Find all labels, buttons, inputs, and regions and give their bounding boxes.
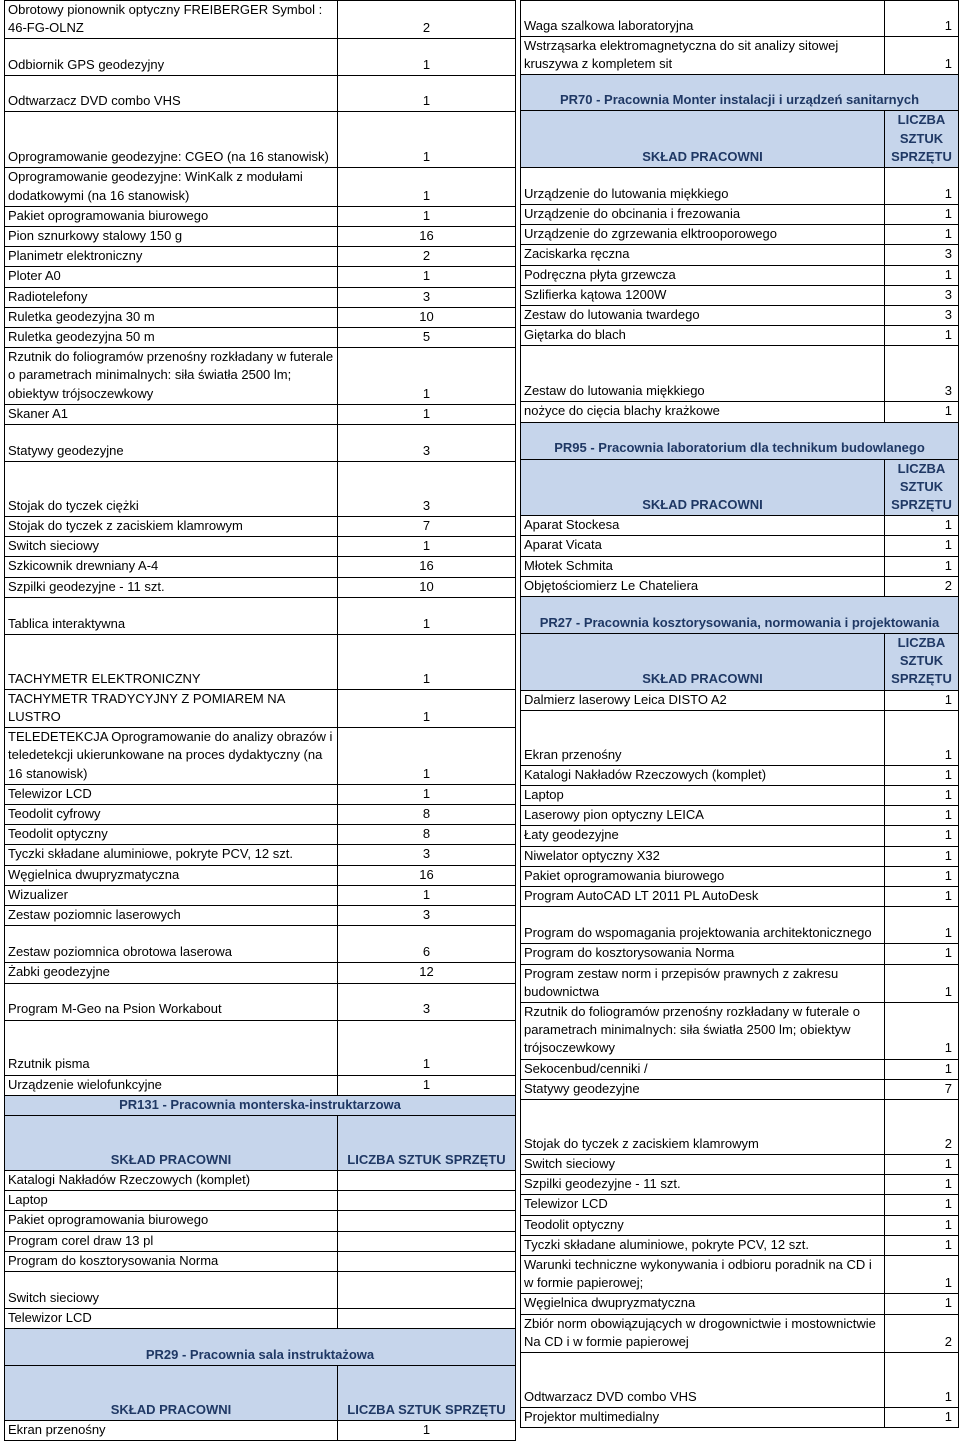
item-name: Program do kosztorysowania Norma (521, 944, 885, 964)
table-row (521, 37, 959, 75)
item-quantity: 1 (338, 39, 516, 76)
item-quantity: 1 (885, 37, 959, 75)
item-name: Katalogi Nakładów Rzeczowych (komplet) (521, 765, 885, 785)
table-row (521, 536, 959, 556)
table-row (521, 887, 959, 907)
table-row (521, 326, 959, 346)
item-name: Wstrząsarka elektromagnetyczna do sit analizy sitowej kruszywa z kompletem sit (521, 37, 885, 75)
table-row (5, 287, 516, 307)
item-name: Warunki techniczne wykonywania i odbioru poradnik na CD i w formie papierowej; (521, 1255, 885, 1293)
item-quantity: 1 (885, 1175, 959, 1195)
table-row (521, 866, 959, 886)
item-quantity (338, 1231, 516, 1251)
item-quantity: 1 (885, 690, 959, 710)
item-name: Tyczki składane aluminiowe, pokryte PCV, 12 szt. (5, 845, 338, 865)
table-row (5, 689, 516, 727)
item-quantity: 1 (885, 556, 959, 576)
item-quantity: 2 (338, 1, 516, 39)
table-row (521, 265, 959, 285)
item-quantity: 1 (885, 536, 959, 556)
item-name: Tablica interaktywna (5, 597, 338, 634)
item-name: Stojak do tyczek z zaciskiem klamrowym (521, 1099, 885, 1154)
header-quantity: LICZBA SZTUK SPRZĘTU (885, 459, 959, 516)
item-name: Rzutnik do foliogramów przenośny rozkładany w futerale o parametrach minimalnych: siła światła 2500 lm; obiektyw trójsoczewkowy (5, 348, 338, 405)
item-name: Program do kosztorysowania Norma (5, 1251, 338, 1271)
table-row (521, 846, 959, 866)
table-row (5, 1271, 516, 1308)
table-row (5, 76, 516, 112)
table-row (521, 1215, 959, 1235)
column-header-row (521, 111, 959, 168)
item-name: Switch sieciowy (521, 1154, 885, 1174)
item-quantity: 3 (885, 285, 959, 305)
item-quantity (338, 1271, 516, 1308)
section-title-row (521, 597, 959, 634)
table-row (5, 865, 516, 885)
item-quantity (338, 1308, 516, 1328)
item-name: Żabki geodezyjne (5, 963, 338, 983)
item-name: Urządzenie do zgrzewania elktrooporowego (521, 225, 885, 245)
item-quantity: 1 (885, 168, 959, 205)
item-quantity: 3 (338, 906, 516, 926)
table-row (5, 247, 516, 267)
table-row (5, 557, 516, 577)
item-name: Urządzenie do obcinania i frezowania (521, 205, 885, 225)
item-quantity: 1 (885, 1294, 959, 1314)
item-quantity: 12 (338, 963, 516, 983)
header-quantity: LICZBA SZTUK SPRZĘTU (338, 1115, 516, 1170)
table-row (5, 517, 516, 537)
table-row (521, 1407, 959, 1427)
table-row (5, 348, 516, 405)
item-name: Zbiór norm obowiązujących w drogownictwie i mostownictwie Na CD i w formie papierowej (521, 1314, 885, 1352)
section-title-row (5, 1095, 516, 1115)
table-row (5, 1421, 516, 1441)
item-name: Ruletka geodezyjna 30 m (5, 307, 338, 327)
table-row (521, 1099, 959, 1154)
header-composition: SKŁAD PRACOWNI (521, 459, 885, 516)
column-header-row (5, 1115, 516, 1170)
table-row (521, 690, 959, 710)
item-quantity: 8 (338, 825, 516, 845)
header-composition: SKŁAD PRACOWNI (5, 1115, 338, 1170)
item-name: Switch sieciowy (5, 1271, 338, 1308)
item-name: Pakiet oprogramowania biurowego (521, 866, 885, 886)
section-title: PR95 - Pracownia laboratorium dla technikum budowlanego (521, 422, 959, 459)
table-row (5, 227, 516, 247)
item-quantity: 1 (885, 846, 959, 866)
item-name: Urządzenie wielofunkcyjne (5, 1075, 338, 1095)
item-quantity: 1 (885, 944, 959, 964)
item-name: Waga szalkowa laboratoryjna (521, 1, 885, 37)
item-quantity: 1 (885, 326, 959, 346)
item-quantity: 1 (885, 265, 959, 285)
table-row (5, 206, 516, 226)
item-name: Sekocenbud/cenniki / (521, 1059, 885, 1079)
item-quantity: 1 (885, 1352, 959, 1407)
item-name: Oprogramowanie geodezyjne: CGEO (na 16 stanowisk) (5, 112, 338, 168)
item-name: Katalogi Nakładów Rzeczowych (komplet) (5, 1170, 338, 1190)
item-name: Statywy geodezyjne (521, 1079, 885, 1099)
section-title-row (521, 75, 959, 111)
item-name: Oprogramowanie geodezyjne: WinKalk z modułami dodatkowymi (na 16 stanowisk) (5, 168, 338, 206)
table-row (521, 1294, 959, 1314)
item-name: nożyce do cięcia blachy krażkowe (521, 402, 885, 422)
table-row (521, 786, 959, 806)
item-quantity: 1 (338, 689, 516, 727)
item-quantity: 1 (338, 76, 516, 112)
table-row (521, 285, 959, 305)
table-row (5, 784, 516, 804)
item-quantity: 2 (885, 1314, 959, 1352)
item-quantity: 3 (885, 306, 959, 326)
table-row (5, 845, 516, 865)
section-title: PR27 - Pracownia kosztorysowania, normowania i projektowania (521, 597, 959, 634)
table-row (521, 168, 959, 205)
item-name: Planimetr elektroniczny (5, 247, 338, 267)
item-name: Obrotowy pionownik optyczny FREIBERGER Symbol : 46-FG-OLNZ (5, 1, 338, 39)
table-row (5, 963, 516, 983)
table-row (521, 765, 959, 785)
item-quantity: 3 (338, 983, 516, 1020)
table-row (521, 245, 959, 265)
item-name: Program zestaw norm i przepisów prawnych z zakresu budownictwa (521, 964, 885, 1002)
table-row (5, 404, 516, 424)
item-quantity: 1 (338, 784, 516, 804)
section-title-row (5, 1329, 516, 1366)
item-name: Statywy geodezyjne (5, 425, 338, 462)
table-row (5, 168, 516, 206)
table-row (521, 346, 959, 402)
item-quantity: 1 (885, 516, 959, 536)
item-quantity: 16 (338, 557, 516, 577)
item-name: Zaciskarka ręczna (521, 245, 885, 265)
item-name: Laptop (5, 1191, 338, 1211)
table-row (521, 907, 959, 944)
item-quantity: 8 (338, 805, 516, 825)
item-name: Pakiet oprogramowania biurowego (5, 206, 338, 226)
item-name: Zestaw poziomnica obrotowa laserowa (5, 926, 338, 963)
item-quantity: 1 (338, 112, 516, 168)
item-name: Teodolit optyczny (521, 1215, 885, 1235)
item-name: Ruletka geodezyjna 50 m (5, 328, 338, 348)
item-quantity: 6 (338, 926, 516, 963)
item-name: Rzutnik pisma (5, 1020, 338, 1075)
item-quantity: 1 (885, 205, 959, 225)
right-equipment-table (520, 0, 959, 1428)
table-row (5, 577, 516, 597)
item-quantity: 1 (338, 1075, 516, 1095)
item-quantity: 3 (338, 425, 516, 462)
table-row (5, 1170, 516, 1190)
left-equipment-table (4, 0, 516, 1441)
table-row (521, 306, 959, 326)
table-row (5, 267, 516, 287)
section-title-row (521, 422, 959, 459)
item-name: Program corel draw 13 pl (5, 1231, 338, 1251)
table-row (521, 576, 959, 596)
table-row (521, 964, 959, 1002)
item-name: Zestaw do lutowania twardego (521, 306, 885, 326)
table-row (521, 556, 959, 576)
item-quantity: 1 (885, 887, 959, 907)
table-row (521, 944, 959, 964)
item-quantity: 1 (338, 206, 516, 226)
item-name: Telewizor LCD (5, 1308, 338, 1328)
table-row (521, 1079, 959, 1099)
table-row (5, 597, 516, 634)
item-name: Odtwarzacz DVD combo VHS (5, 76, 338, 112)
item-name: Szlifierka kątowa 1200W (521, 285, 885, 305)
item-name: Stojak do tyczek z zaciskiem klamrowym (5, 517, 338, 537)
item-name: Węgielnica dwupryzmatyczna (5, 865, 338, 885)
item-quantity: 1 (338, 168, 516, 206)
item-quantity: 1 (338, 1421, 516, 1441)
table-row (521, 1235, 959, 1255)
item-quantity: 1 (338, 1020, 516, 1075)
column-header-row (521, 459, 959, 516)
table-row (5, 1191, 516, 1211)
header-quantity: LICZBA SZTUK SPRZĘTU (338, 1366, 516, 1421)
item-name: Dalmierz laserowy Leica DISTO A2 (521, 690, 885, 710)
table-row (5, 906, 516, 926)
item-name: Telewizor LCD (521, 1195, 885, 1215)
table-row (5, 885, 516, 905)
item-quantity: 1 (885, 1059, 959, 1079)
item-quantity: 1 (885, 1255, 959, 1293)
item-quantity: 10 (338, 307, 516, 327)
item-name: Szpilki geodezyjne - 11 szt. (521, 1175, 885, 1195)
table-row (5, 983, 516, 1020)
item-quantity: 1 (885, 1235, 959, 1255)
item-quantity: 3 (338, 462, 516, 517)
table-row (5, 462, 516, 517)
item-quantity: 3 (885, 346, 959, 402)
header-quantity: LICZBA SZTUK SPRZĘTU (885, 111, 959, 168)
item-quantity: 3 (885, 245, 959, 265)
item-quantity: 1 (885, 402, 959, 422)
item-quantity: 1 (885, 826, 959, 846)
item-quantity: 1 (338, 728, 516, 785)
table-row (521, 225, 959, 245)
item-quantity: 1 (338, 885, 516, 905)
item-quantity: 7 (338, 517, 516, 537)
item-name: Teodolit cyfrowy (5, 805, 338, 825)
item-quantity: 1 (885, 866, 959, 886)
item-quantity: 1 (885, 1002, 959, 1059)
item-quantity: 16 (338, 227, 516, 247)
item-quantity: 1 (885, 225, 959, 245)
item-name: Łaty geodezyjne (521, 826, 885, 846)
item-quantity: 1 (885, 907, 959, 944)
item-name: Aparat Vicata (521, 536, 885, 556)
item-name: Laptop (521, 786, 885, 806)
item-name: Odtwarzacz DVD combo VHS (521, 1352, 885, 1407)
item-name: Aparat Stockesa (521, 516, 885, 536)
item-name: Teodolit optyczny (5, 825, 338, 845)
table-row (5, 926, 516, 963)
item-name: Wizualizer (5, 885, 338, 905)
section-title: PR70 - Pracownia Monter instalacji i urządzeń sanitarnych (521, 75, 959, 111)
item-name: TACHYMETR TRADYCYJNY Z POMIAREM NA LUSTRO (5, 689, 338, 727)
table-row (5, 537, 516, 557)
item-name: Młotek Schmita (521, 556, 885, 576)
item-quantity: 3 (338, 287, 516, 307)
item-quantity: 1 (885, 786, 959, 806)
table-row (521, 806, 959, 826)
item-quantity: 1 (885, 710, 959, 765)
item-name: Program M-Geo na Psion Workabout (5, 983, 338, 1020)
item-quantity: 16 (338, 865, 516, 885)
item-quantity: 1 (885, 1215, 959, 1235)
table-row (521, 710, 959, 765)
item-name: Ekran przenośny (521, 710, 885, 765)
item-quantity: 1 (338, 267, 516, 287)
item-name: Laserowy pion optyczny LEICA (521, 806, 885, 826)
table-row (5, 1020, 516, 1075)
table-row (5, 825, 516, 845)
item-quantity: 1 (885, 806, 959, 826)
item-name: Zestaw poziomnic laserowych (5, 906, 338, 926)
item-name: Giętarka do blach (521, 326, 885, 346)
item-quantity: 1 (885, 1195, 959, 1215)
item-quantity: 1 (338, 348, 516, 405)
header-composition: SKŁAD PRACOWNI (521, 634, 885, 691)
item-name: Ekran przenośny (5, 1421, 338, 1441)
item-name: Zestaw do lutowania miękkiego (521, 346, 885, 402)
table-row (521, 1352, 959, 1407)
item-name: Skaner A1 (5, 404, 338, 424)
item-name: Telewizor LCD (5, 784, 338, 804)
item-name: Szpilki geodezyjne - 11 szt. (5, 577, 338, 597)
item-quantity: 2 (885, 576, 959, 596)
item-name: Rzutnik do foliogramów przenośny rozkładany w futerale o parametrach minimalnych: siła światła 2500 lm; obiektyw trójsoczewkowy (521, 1002, 885, 1059)
header-quantity: LICZBA SZTUK SPRZĘTU (885, 634, 959, 691)
table-row (5, 425, 516, 462)
item-quantity: 7 (885, 1079, 959, 1099)
table-row (5, 1251, 516, 1271)
item-name: Switch sieciowy (5, 537, 338, 557)
table-row (521, 205, 959, 225)
table-row (521, 1255, 959, 1293)
section-title: PR131 - Pracownia monterska-instruktarzowa (5, 1095, 516, 1115)
item-name: Objętościomierz Le Chateliera (521, 576, 885, 596)
item-name: Odbiornik GPS geodezyjny (5, 39, 338, 76)
table-row (521, 1314, 959, 1352)
item-quantity: 1 (338, 597, 516, 634)
table-row (521, 516, 959, 536)
table-row (5, 1, 516, 39)
item-name: Radiotelefony (5, 287, 338, 307)
item-name: Tyczki składane aluminiowe, pokryte PCV, 12 szt. (521, 1235, 885, 1255)
item-name: Urządzenie do lutowania miękkiego (521, 168, 885, 205)
table-row (5, 728, 516, 785)
item-quantity: 1 (338, 537, 516, 557)
item-quantity (338, 1251, 516, 1271)
table-row (5, 1211, 516, 1231)
item-quantity: 2 (338, 247, 516, 267)
item-quantity: 1 (885, 1, 959, 37)
item-name: Program AutoCAD LT 2011 PL AutoDesk (521, 887, 885, 907)
item-quantity: 1 (885, 964, 959, 1002)
item-name: Ploter A0 (5, 267, 338, 287)
table-row (521, 826, 959, 846)
table-row (5, 1075, 516, 1095)
item-quantity: 1 (338, 634, 516, 689)
table-row (521, 1059, 959, 1079)
table-row (5, 1308, 516, 1328)
item-quantity: 1 (885, 1407, 959, 1427)
header-composition: SKŁAD PRACOWNI (521, 111, 885, 168)
item-name: TACHYMETR ELEKTRONICZNY (5, 634, 338, 689)
item-quantity (338, 1211, 516, 1231)
column-header-row (5, 1366, 516, 1421)
table-row (521, 1154, 959, 1174)
table-row (521, 1002, 959, 1059)
item-quantity: 10 (338, 577, 516, 597)
item-quantity: 1 (338, 404, 516, 424)
item-name: Pion sznurkowy stalowy 150 g (5, 227, 338, 247)
item-name: Program do wspomagania projektowania architektonicznego (521, 907, 885, 944)
table-row (5, 805, 516, 825)
item-name: Szkicownik drewniany A-4 (5, 557, 338, 577)
table-row (521, 1, 959, 37)
section-title: PR29 - Pracownia sala instruktażowa (5, 1329, 516, 1366)
item-quantity: 1 (885, 1154, 959, 1174)
item-quantity: 3 (338, 845, 516, 865)
item-quantity: 1 (885, 765, 959, 785)
item-quantity (338, 1170, 516, 1190)
header-composition: SKŁAD PRACOWNI (5, 1366, 338, 1421)
item-quantity: 2 (885, 1099, 959, 1154)
table-row (5, 112, 516, 168)
table-row (5, 634, 516, 689)
item-name: Podręczna płyta grzewcza (521, 265, 885, 285)
item-quantity (338, 1191, 516, 1211)
table-row (521, 1195, 959, 1215)
table-row (5, 328, 516, 348)
item-quantity: 5 (338, 328, 516, 348)
column-header-row (521, 634, 959, 691)
item-name: Projektor multimedialny (521, 1407, 885, 1427)
item-name: Niwelator optyczny X32 (521, 846, 885, 866)
table-row (5, 307, 516, 327)
item-name: TELEDETEKCJA Oprogramowanie do analizy obrazów i teledetekcji ukierunkowane na proces dydaktyczny (na 16 stanowisk) (5, 728, 338, 785)
table-row (521, 1175, 959, 1195)
item-name: Pakiet oprogramowania biurowego (5, 1211, 338, 1231)
item-name: Stojak do tyczek ciężki (5, 462, 338, 517)
table-row (5, 39, 516, 76)
table-row (521, 402, 959, 422)
item-name: Węgielnica dwupryzmatyczna (521, 1294, 885, 1314)
table-row (5, 1231, 516, 1251)
